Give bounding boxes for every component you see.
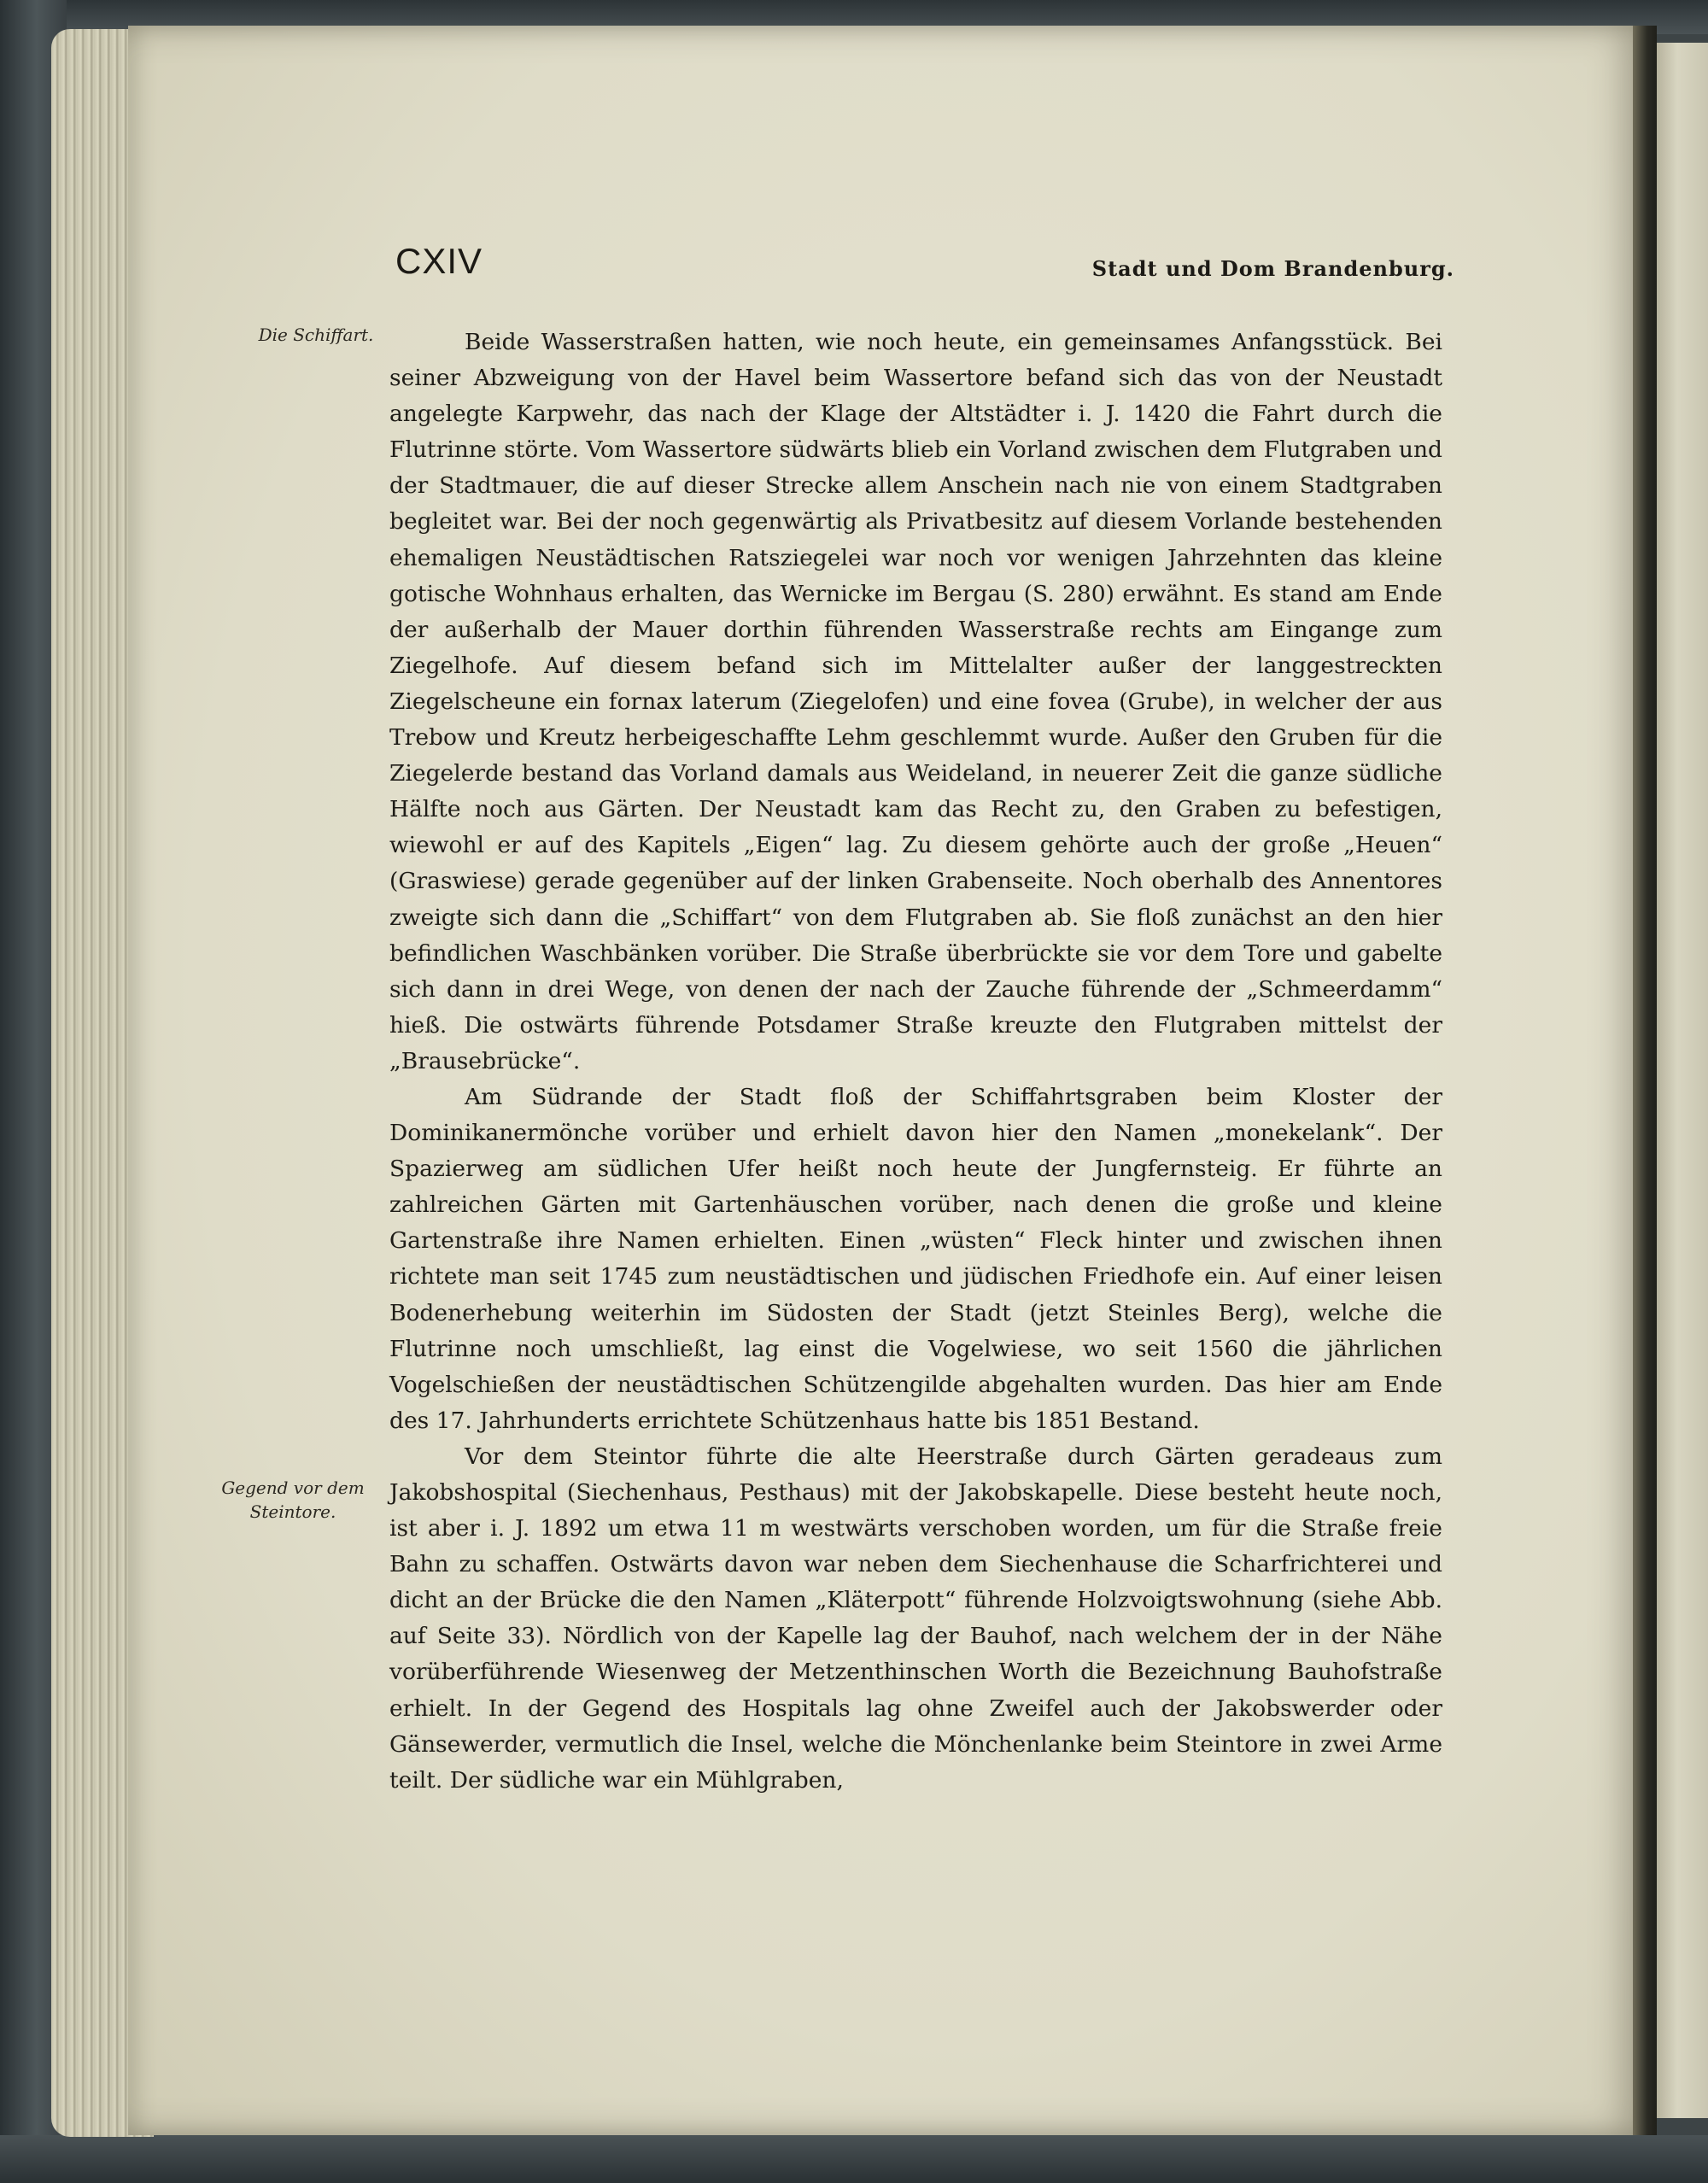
page-number: CXIV (395, 241, 483, 281)
paragraph: Vor dem Steintor führte die alte Heerstraße durch Gärten geradeaus zum Jakobshospital (Siechenhaus, Pesthaus) mit der Jakobskapelle. Diese besteht heute noch, ist aber i. J. 1892 um etwa 11 m westwärts verschoben worden, um für die Straße freie Bahn zu schaffen. Ostwärts davon war neben dem Siechenhause die Scharfrichterei und dicht an der Brücke die den Namen „Kläterpott“ führende Holzvoigtswohnung (siehe Abb. auf Seite 33). Nördlich von der Kapelle lag der Bauhof, nach welchem der in der Nähe vorüberführende Wiesenweg der Metzenthinschen Worth die Bezeichnung Bauhofstraße erhielt. In der Gegend des Hospitals lag ohne Zweifel auch der Jakobswerder oder Gänsewerder, vermutlich die Insel, welche die Mönchenlanke beim Steintore in zwei Arme teilt. Der südliche war ein Mühlgraben, (389, 1443, 1442, 1794)
paragraph: Am Südrande der Stadt floß der Schiffahrtsgraben beim Kloster der Dominikanermönche vorüber und erhielt davon hier den Namen „monekelank“. Der Spazierweg am südlichen Ufer heißt noch heute der Jungfernsteig. Er führte an zahlreichen Gärten mit Gartenhäuschen vorüber, nach denen die große und kleine Gartenstraße ihre Namen erhielten. Einen „wüsten“ Fleck hinter und zwischen ihnen richtete man seit 1745 zum neustädtischen und jüdischen Friedhofe ein. Auf einer leisen Bodenerhebung weiterhin im Südosten der Stadt (jetzt Steinles Berg), welche die Flutrinne noch umschließt, lag einst die Vogelwiese, wo seit 1560 die jährlichen Vogelschießen der neustädtischen Schützengilde abgehalten wurden. Das hier am Ende des 17. Jahrhunderts errichtete Schützenhaus hatte bis 1851 Bestand. (389, 1083, 1442, 1434)
body-text (389, 325, 1442, 1799)
running-title: Stadt und Dom Brandenburg. (1091, 256, 1454, 281)
book-gutter (1633, 26, 1657, 2135)
facing-page-edge (1657, 43, 1708, 2118)
margin-note-schiffart: Die Schiffart. (258, 325, 374, 345)
book-cover-bottom-edge (0, 2135, 1708, 2183)
paragraph: Beide Wasserstraßen hatten, wie noch heute, ein gemeinsames Anfangsstück. Bei seiner Abzweigung von der Havel beim Wassertore befand sich das von der Neustadt angelegte Karpwehr, das nach der Klage der Altstädter i. J. 1420 die Fahrt durch die Flutrinne störte. Vom Wassertore südwärts blieb ein Vorland zwischen dem Flutgraben und der Stadtmauer, die auf dieser Strecke allem Anschein nach nie von einem Stadtgraben begleitet war. Bei der noch gegenwärtig als Privatbesitz auf diesem Vorlande bestehenden ehemaligen Neustädtischen Ratsziegelei war noch vor wenigen Jahrzehnten das kleine gotische Wohnhaus erhalten, das Wernicke im Bergau (S. 280) erwähnt. Es stand am Ende der außerhalb der Mauer dorthin führenden Wasserstraße rechts am Eingange zum Ziegelhofe. Auf diesem befand sich im Mittelalter außer der langgestreckten Ziegelscheune ein fornax laterum (Ziegelofen) und eine fovea (Grube), in welcher der aus Trebow und Kreutz herbeigeschaffte Lehm geschlemmt wurde. Außer den Gruben für die Ziegelerde bestand das Vorland damals aus Weideland, in neuerer Zeit die ganze südliche Hälfte noch aus Gärten. Der Neustadt kam das Recht zu, den Graben zu befestigen, wiewohl er auf des Kapitels „Eigen“ lag. Zu diesem gehörte auch der große „Heuen“ (Graswiese) gerade gegenüber auf der linken Grabenseite. Noch oberhalb des Annentores zweigte sich dann die „Schiffart“ von dem Flutgraben ab. Sie floß zunächst an den hier befindlichen Waschbänken vorüber. Die Straße überbrückte sie vor dem Tore und gabelte sich dann in drei Wege, von denen der nach der Zauche führende der „Schmeerdamm“ hieß. Die ostwärts führende Potsdamer Straße kreuzte den Flutgraben mittelst der „Brausebrücke“. (389, 329, 1442, 1074)
page-header (395, 241, 1454, 301)
margin-note-steintor: Gegend vor dem Steintore. (221, 1478, 365, 1522)
